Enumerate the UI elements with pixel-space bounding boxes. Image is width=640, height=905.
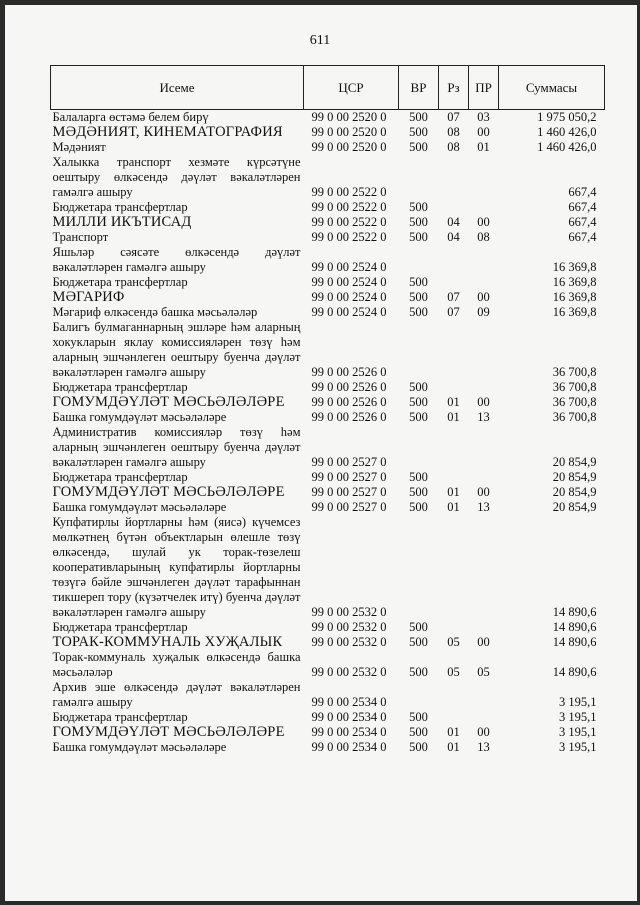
cell-vr xyxy=(399,515,439,620)
cell-csr: 99 0 00 2532 0 xyxy=(311,605,387,619)
cell-name: МӘГАРИФ xyxy=(52,289,125,305)
table-row xyxy=(51,380,605,395)
cell-csr: 99 0 00 2527 0 xyxy=(311,455,387,469)
cell-sum: 667,4 xyxy=(568,230,597,244)
cell-pr: 00 xyxy=(477,290,490,304)
cell-sum: 667,4 xyxy=(568,185,597,199)
cell-name: Башка гомумдәүләт мәсьәләләре xyxy=(52,410,227,424)
cell-rz xyxy=(439,320,469,380)
cell-pr: 13 xyxy=(477,740,490,754)
cell-csr: 99 0 00 2526 0 xyxy=(311,410,387,424)
cell-name: ГОМУМДӘҮЛӘТ МӘСЬӘЛӘЛӘРЕ xyxy=(52,484,285,500)
cell-sum: 16 369,8 xyxy=(552,275,597,289)
cell-csr: 99 0 00 2526 0 xyxy=(311,380,387,394)
cell-rz: 01 xyxy=(447,485,460,499)
table-row xyxy=(51,500,605,515)
cell-vr: 500 xyxy=(409,290,428,304)
cell-name: ГОМУМДӘҮЛӘТ МӘСЬӘЛӘЛӘРЕ xyxy=(52,394,285,410)
cell-name: Балигъ булмаганнарның эшләре һәм аларның хокукларын яклау комиссияләрен төзү һәм аларның эшчәнлеген оештыру буенча дәүләт вәкаләтләрен гамәлгә ашыру xyxy=(52,320,301,379)
cell-rz xyxy=(439,275,469,290)
cell-name: МӘДӘНИЯТ, КИНЕМАТОГРАФИЯ xyxy=(52,124,283,140)
cell-pr: 09 xyxy=(477,305,490,319)
cell-rz: 08 xyxy=(447,125,460,139)
cell-pr: 00 xyxy=(477,215,490,229)
cell-pr xyxy=(469,680,499,710)
cell-rz xyxy=(439,380,469,395)
cell-sum: 14 890,6 xyxy=(552,605,597,619)
cell-pr xyxy=(469,155,499,200)
cell-pr xyxy=(469,620,499,635)
cell-name: Бюджетара трансфертлар xyxy=(52,380,188,394)
cell-sum: 3 195,1 xyxy=(559,710,597,724)
cell-rz xyxy=(439,515,469,620)
cell-csr: 99 0 00 2534 0 xyxy=(311,725,387,739)
budget-table xyxy=(50,65,605,755)
cell-name: Административ комиссияләр төзү һәм аларның эшчәнлеген оештыру буенча дәүләт вәкаләтләрен гамәлгә ашыру xyxy=(52,425,301,469)
cell-sum: 20 854,9 xyxy=(552,470,597,484)
cell-pr: 05 xyxy=(477,665,490,679)
cell-name: Купфатирлы йортларны һәм (яисә) күчемсез мөлкәтнең бүтән объектларын өлешле төзү өлкәсендә, шулай ук торак-төзелеш кооперативларының купфатирлы йортларны төзүгә бәйле эшчәнлеген дәүләт тарафыннан тикшереп тору (күзәтчелек итү) буенча дәүләт вәкаләтләрен гамәлгә ашыру xyxy=(52,515,301,619)
cell-rz: 01 xyxy=(447,740,460,754)
cell-csr: 99 0 00 2527 0 xyxy=(311,470,387,484)
cell-rz: 04 xyxy=(447,215,460,229)
cell-name: Бюджетара трансфертлар xyxy=(52,470,188,484)
cell-vr xyxy=(399,425,439,470)
cell-vr: 500 xyxy=(409,125,428,139)
cell-csr: 99 0 00 2526 0 xyxy=(311,365,387,379)
cell-vr: 500 xyxy=(409,230,428,244)
cell-csr: 99 0 00 2524 0 xyxy=(311,275,387,289)
cell-pr: 00 xyxy=(477,485,490,499)
cell-sum: 36 700,8 xyxy=(552,410,597,424)
cell-csr: 99 0 00 2534 0 xyxy=(311,740,387,754)
cell-vr: 500 xyxy=(409,620,428,634)
cell-rz: 07 xyxy=(447,290,460,304)
table-row xyxy=(51,110,605,126)
cell-pr xyxy=(469,470,499,485)
cell-csr: 99 0 00 2524 0 xyxy=(311,290,387,304)
table-row xyxy=(51,215,605,230)
cell-name: Бюджетара трансфертлар xyxy=(52,620,188,634)
cell-csr: 99 0 00 2534 0 xyxy=(311,710,387,724)
cell-name: Транспорт xyxy=(52,230,109,244)
cell-name: Мәдәният xyxy=(52,140,106,154)
cell-vr: 500 xyxy=(409,110,428,124)
header-sum: Суммасы xyxy=(499,66,605,110)
cell-pr: 00 xyxy=(477,125,490,139)
cell-name: Бюджетара трансфертлар xyxy=(52,710,188,724)
cell-sum: 16 369,8 xyxy=(552,290,597,304)
header-rz: Рз xyxy=(439,66,469,110)
cell-csr: 99 0 00 2524 0 xyxy=(311,305,387,319)
cell-pr xyxy=(469,710,499,725)
table-row xyxy=(51,395,605,410)
cell-sum: 1 460 426,0 xyxy=(537,125,597,139)
table-row xyxy=(51,710,605,725)
cell-vr: 500 xyxy=(409,740,428,754)
cell-sum: 3 195,1 xyxy=(559,725,597,739)
table-row xyxy=(51,125,605,140)
cell-vr: 500 xyxy=(409,200,428,214)
cell-csr: 99 0 00 2522 0 xyxy=(311,185,387,199)
cell-rz xyxy=(439,470,469,485)
cell-name: Башка гомумдәүләт мәсьәләләре xyxy=(52,500,227,514)
table-row xyxy=(51,275,605,290)
cell-vr: 500 xyxy=(409,215,428,229)
cell-csr: 99 0 00 2527 0 xyxy=(311,485,387,499)
cell-csr: 99 0 00 2522 0 xyxy=(311,230,387,244)
cell-rz: 01 xyxy=(447,500,460,514)
cell-csr: 99 0 00 2522 0 xyxy=(311,215,387,229)
cell-vr xyxy=(399,155,439,200)
table-row xyxy=(51,230,605,245)
cell-pr xyxy=(469,200,499,215)
cell-name: ГОМУМДӘҮЛӘТ МӘСЬӘЛӘЛӘРЕ xyxy=(52,724,285,740)
cell-name: Халыкка транспорт хезмәте күрсәтүне оештыру өлкәсендә дәүләт вәкаләтләрен гамәлгә ашыру xyxy=(52,155,301,199)
cell-sum: 14 890,6 xyxy=(552,665,597,679)
cell-vr: 500 xyxy=(409,305,428,319)
cell-pr xyxy=(469,245,499,275)
cell-sum: 16 369,8 xyxy=(552,260,597,274)
table-row xyxy=(51,515,605,620)
cell-sum: 36 700,8 xyxy=(552,380,597,394)
table-row xyxy=(51,470,605,485)
table-row xyxy=(51,725,605,740)
table-row xyxy=(51,200,605,215)
table-row xyxy=(51,290,605,305)
table-row xyxy=(51,740,605,755)
scan-edge-bottom xyxy=(0,901,640,905)
cell-pr: 13 xyxy=(477,500,490,514)
cell-csr: 99 0 00 2534 0 xyxy=(311,695,387,709)
page-number: 611 xyxy=(309,33,331,48)
table-row xyxy=(51,680,605,710)
cell-rz: 05 xyxy=(447,665,460,679)
cell-rz: 04 xyxy=(447,230,460,244)
table-body xyxy=(51,110,605,756)
cell-name: Бюджетара трансфертлар xyxy=(52,275,188,289)
cell-csr: 99 0 00 2522 0 xyxy=(311,200,387,214)
cell-pr: 03 xyxy=(477,110,490,124)
cell-sum: 667,4 xyxy=(568,200,597,214)
cell-vr: 500 xyxy=(409,470,428,484)
cell-csr: 99 0 00 2520 0 xyxy=(311,110,387,124)
cell-pr: 08 xyxy=(477,230,490,244)
cell-sum: 20 854,9 xyxy=(552,455,597,469)
cell-vr: 500 xyxy=(409,275,428,289)
cell-sum: 14 890,6 xyxy=(552,635,597,649)
table-row xyxy=(51,485,605,500)
cell-vr: 500 xyxy=(409,140,428,154)
cell-name: ТОРАК-КОММУНАЛЬ ХУҖАЛЫК xyxy=(52,634,283,650)
cell-vr: 500 xyxy=(409,410,428,424)
cell-vr: 500 xyxy=(409,395,428,409)
cell-sum: 1 975 050,2 xyxy=(537,110,597,124)
cell-vr: 500 xyxy=(409,635,428,649)
scan-edge-left xyxy=(0,0,5,905)
cell-name: Яшьләр сәясәте өлкәсендә дәүләт вәкаләтләрен гамәлгә ашыру xyxy=(52,245,301,274)
header-vr: ВР xyxy=(399,66,439,110)
table-row xyxy=(51,305,605,320)
cell-pr: 01 xyxy=(477,140,490,154)
table-row xyxy=(51,635,605,650)
cell-sum: 20 854,9 xyxy=(552,500,597,514)
cell-sum: 3 195,1 xyxy=(559,695,597,709)
cell-name: Архив эше өлкәсендә дәүләт вәкаләтләрен гамәлгә ашыру xyxy=(52,680,301,709)
cell-rz: 01 xyxy=(447,725,460,739)
cell-rz: 08 xyxy=(447,140,460,154)
header-name: Исеме xyxy=(51,66,304,110)
cell-csr: 99 0 00 2532 0 xyxy=(311,635,387,649)
cell-rz: 01 xyxy=(447,395,460,409)
cell-vr: 500 xyxy=(409,500,428,514)
cell-name: Бюджетара трансфертлар xyxy=(52,200,188,214)
cell-sum: 16 369,8 xyxy=(552,305,597,319)
cell-sum: 20 854,9 xyxy=(552,485,597,499)
cell-rz xyxy=(439,620,469,635)
cell-csr: 99 0 00 2526 0 xyxy=(311,395,387,409)
cell-sum: 36 700,8 xyxy=(552,365,597,379)
cell-rz xyxy=(439,200,469,215)
cell-pr: 00 xyxy=(477,635,490,649)
cell-name: Мәгариф өлкәсендә башка мәсьәләләр xyxy=(52,305,258,319)
cell-vr xyxy=(399,245,439,275)
table-row xyxy=(51,650,605,680)
table-row xyxy=(51,620,605,635)
cell-sum: 36 700,8 xyxy=(552,395,597,409)
cell-vr: 500 xyxy=(409,380,428,394)
cell-csr: 99 0 00 2532 0 xyxy=(311,620,387,634)
cell-vr: 500 xyxy=(409,725,428,739)
table-row xyxy=(51,245,605,275)
cell-rz xyxy=(439,245,469,275)
cell-vr: 500 xyxy=(409,485,428,499)
cell-csr: 99 0 00 2520 0 xyxy=(311,140,387,154)
cell-sum: 667,4 xyxy=(568,215,597,229)
cell-name: МИЛЛИ ИКЪТИСАД xyxy=(52,214,192,230)
cell-name: Башка гомумдәүләт мәсьәләләре xyxy=(52,740,227,754)
cell-csr: 99 0 00 2527 0 xyxy=(311,500,387,514)
cell-rz xyxy=(439,155,469,200)
cell-pr xyxy=(469,275,499,290)
scan-edge-top xyxy=(0,0,640,5)
cell-rz: 07 xyxy=(447,110,460,124)
cell-csr: 99 0 00 2520 0 xyxy=(311,125,387,139)
header-csr: ЦСР xyxy=(304,66,399,110)
cell-sum: 1 460 426,0 xyxy=(537,140,597,154)
cell-csr: 99 0 00 2524 0 xyxy=(311,260,387,274)
cell-vr: 500 xyxy=(409,710,428,724)
cell-rz: 01 xyxy=(447,410,460,424)
table-row xyxy=(51,410,605,425)
table-row xyxy=(51,140,605,155)
cell-sum: 3 195,1 xyxy=(559,740,597,754)
cell-vr xyxy=(399,320,439,380)
cell-name: Торак-коммуналь хуҗалык өлкәсендә башка мәсьәләләр xyxy=(52,650,301,679)
cell-name: Балаларга өстәмә белем бирү xyxy=(52,110,209,124)
cell-rz: 05 xyxy=(447,635,460,649)
cell-pr xyxy=(469,380,499,395)
table-header-row xyxy=(51,66,605,110)
cell-vr: 500 xyxy=(409,665,428,679)
cell-csr: 99 0 00 2532 0 xyxy=(311,665,387,679)
cell-pr: 00 xyxy=(477,395,490,409)
cell-pr: 00 xyxy=(477,725,490,739)
table-row xyxy=(51,320,605,380)
cell-rz xyxy=(439,710,469,725)
cell-pr xyxy=(469,515,499,620)
header-pr: ПР xyxy=(469,66,499,110)
cell-vr xyxy=(399,680,439,710)
table-row xyxy=(51,155,605,200)
cell-rz xyxy=(439,425,469,470)
cell-pr xyxy=(469,320,499,380)
cell-rz xyxy=(439,680,469,710)
cell-rz: 07 xyxy=(447,305,460,319)
cell-sum: 14 890,6 xyxy=(552,620,597,634)
cell-pr: 13 xyxy=(477,410,490,424)
table-row xyxy=(51,425,605,470)
cell-pr xyxy=(469,425,499,470)
